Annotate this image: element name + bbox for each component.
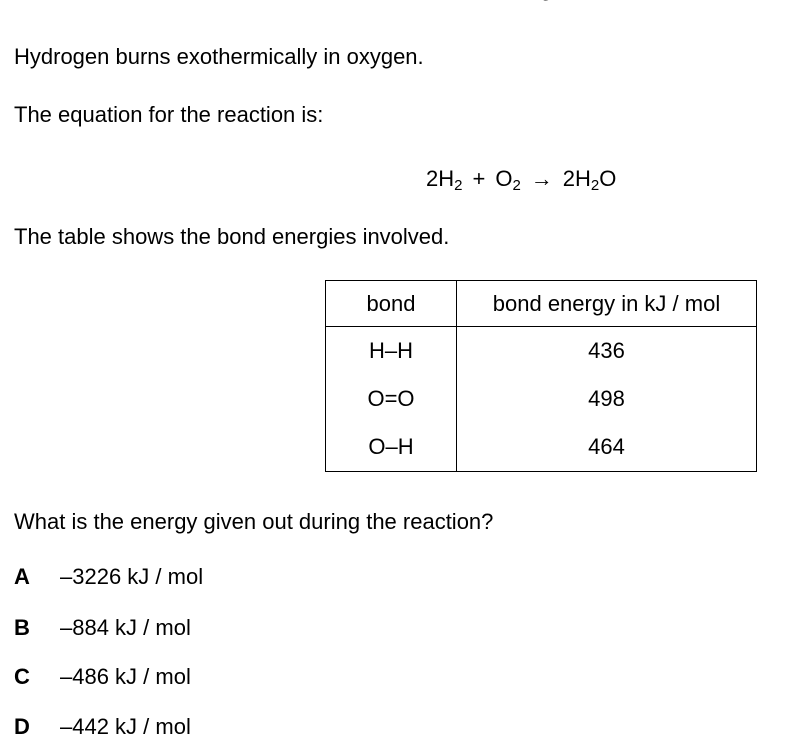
energy-cell: 464 [457,423,757,472]
table-header-row [326,281,757,327]
intro-text: Hydrogen burns exothermically in oxygen. [14,44,424,69]
chemical-equation: $2H_2 + O_2 \to 2H_2O$ [426,166,617,194]
bond-cell: O–H [326,423,457,472]
option-letter: C [14,664,30,689]
bond-cell: H–H [326,327,457,376]
table-row [326,423,757,472]
header-bond-energy: bond energy in kJ / mol [457,281,757,327]
option-text: –442 kJ / mol [60,714,191,739]
equation-intro-text: The equation for the reaction is: [14,102,324,127]
equation-reactant-1: 2H [426,166,455,191]
bond-energy-table [325,280,757,472]
question-text: What is the energy given out during the reaction? [14,509,494,534]
equation-plus: + [472,166,486,191]
equation-arrow: → [530,166,553,191]
option-text: –486 kJ / mol [60,664,191,689]
option-letter: D [14,714,30,739]
option-a[interactable] [14,564,203,590]
energy-cell: 436 [457,327,757,376]
bond-cell: O=O [326,375,457,423]
option-d[interactable] [14,714,191,740]
option-b[interactable] [14,615,191,641]
equation-reactant-2: O [495,166,513,191]
equation-product: 2H [562,166,591,191]
option-c[interactable] [14,664,191,690]
option-text: –884 kJ / mol [60,615,191,640]
table-intro-text: The table shows the bond energies involved. [14,224,450,249]
option-letter: B [14,615,30,640]
option-letter: A [14,564,30,589]
table-row [326,327,757,376]
energy-cell: 498 [457,375,757,423]
header-bond: bond [326,281,457,327]
option-text: –3226 kJ / mol [60,564,204,589]
table-row [326,375,757,423]
